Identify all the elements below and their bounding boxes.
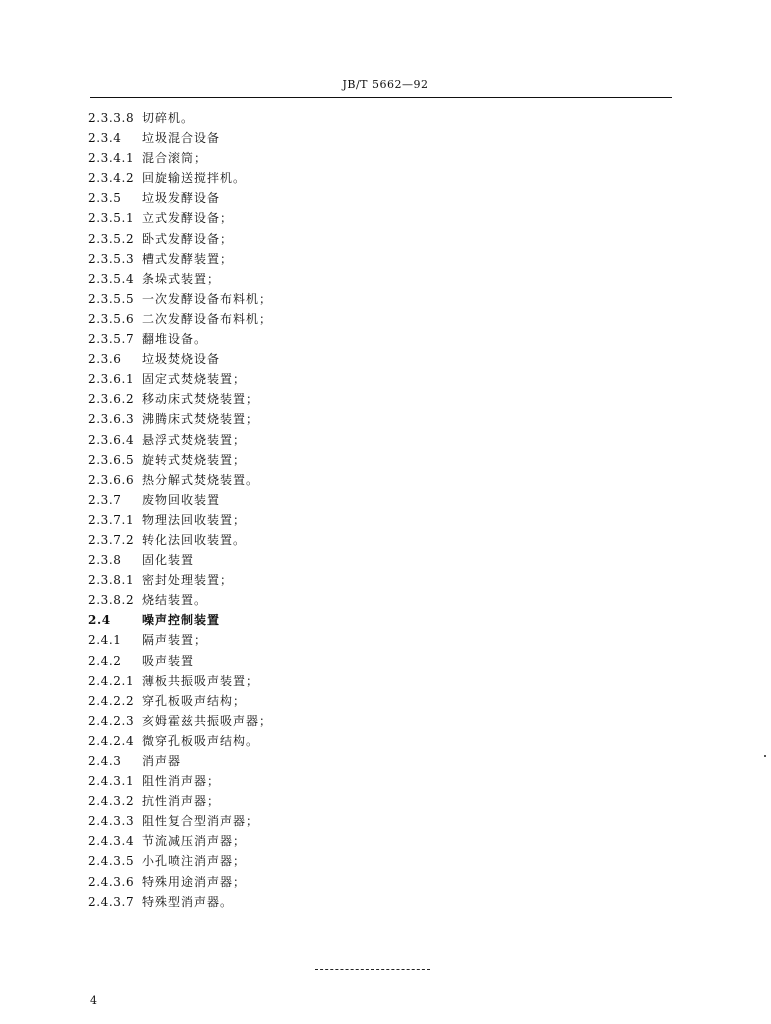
list-item: [88, 229, 688, 249]
list-item: [88, 369, 688, 389]
entry-title: 烧结装置。: [142, 593, 208, 608]
entry-title: 穿孔板吸声结构；: [142, 693, 247, 708]
entry-title: 阻性消声器；: [142, 774, 221, 789]
entry-title: 消声器: [142, 754, 182, 768]
list-item: [88, 550, 688, 570]
entry-number: 2.3.6.4: [88, 432, 135, 447]
entry-title: 立式发酵设备；: [142, 211, 234, 226]
list-item: [88, 831, 688, 851]
entry-title: 卧式发酵设备；: [142, 231, 234, 246]
entry-number: 2.3.5.7: [88, 332, 135, 347]
footer-rule: [315, 969, 430, 970]
entry-title: 二次发酵设备布料机；: [142, 311, 273, 326]
list-item: [88, 309, 688, 329]
entry-title: 物理法回收装置；: [142, 512, 247, 527]
entry-title: 隔声装置；: [142, 633, 208, 648]
header-rule: [90, 97, 672, 98]
entry-number: 2.4.3.7: [88, 894, 135, 909]
entry-number: 2.3.4.1: [88, 151, 135, 166]
entry-number: 2.3.6.3: [88, 412, 135, 427]
entry-number: 2.3.6: [88, 352, 122, 367]
entry-number: 2.3.5.5: [88, 291, 135, 306]
list-item: [88, 349, 688, 369]
list-item: [88, 430, 688, 450]
entry-number: 2.3.3.8: [88, 111, 135, 125]
list-item: [88, 208, 688, 228]
entry-number: 2.3.8.2: [88, 593, 135, 608]
entry-number: 2.3.6.6: [88, 472, 135, 487]
list-item: [88, 731, 688, 751]
entry-number: 2.4.2.1: [88, 673, 135, 688]
entry-title: 薄板共振吸声装置；: [142, 673, 260, 688]
list-item: [88, 249, 688, 269]
entry-number: 2.4.3.3: [88, 814, 135, 829]
entry-title: 槽式发酵装置；: [142, 251, 234, 266]
entry-title: 旋转式焚烧装置；: [142, 452, 247, 467]
entry-title: 沸腾床式焚烧装置；: [142, 412, 260, 427]
list-item: [88, 630, 688, 650]
entry-title: 废物回收装置: [142, 492, 221, 507]
entry-title: 吸声装置: [142, 653, 195, 668]
entry-number: 2.4.1: [88, 633, 122, 648]
entry-title: 条垛式装置；: [142, 271, 221, 286]
entry-number: 2.3.6.2: [88, 392, 135, 407]
list-item: [88, 329, 688, 349]
list-item: [88, 711, 688, 731]
entry-number: 2.4.3.5: [88, 854, 135, 869]
entry-title: 特殊用途消声器；: [142, 874, 247, 889]
entry-title: 热分解式焚烧装置。: [142, 472, 260, 487]
list-item: [88, 851, 688, 871]
list-item: [88, 188, 688, 208]
entry-number: 2.4.2.3: [88, 713, 135, 728]
list-item: [88, 470, 688, 490]
classification-list: [88, 108, 688, 912]
page-number: 4: [90, 994, 97, 1007]
entry-title: 亥姆霍兹共振吸声器；: [142, 713, 273, 728]
list-item: [88, 570, 688, 590]
list-item: [88, 510, 688, 530]
entry-number: 2.3.8.1: [88, 573, 135, 588]
list-item: [88, 872, 688, 892]
list-item: [88, 530, 688, 550]
list-item: [88, 811, 688, 831]
entry-title: 移动床式焚烧装置；: [142, 392, 260, 407]
entry-number: 2.4.2: [88, 653, 122, 668]
entry-title: 转化法回收装置。: [142, 532, 247, 547]
entry-title: 特殊型消声器。: [142, 894, 234, 909]
standard-number-header: JB/T 5662—92: [342, 78, 429, 91]
entry-number: 2.3.4: [88, 131, 122, 146]
list-item: [88, 691, 688, 711]
entry-title: 微穿孔板吸声结构。: [142, 733, 260, 748]
entry-number: 2.3.7.2: [88, 532, 135, 547]
entry-title: 一次发酵设备布料机；: [142, 291, 273, 306]
list-item: [88, 490, 688, 510]
entry-title: 小孔喷注消声器；: [142, 854, 247, 869]
entry-title: 固定式焚烧装置；: [142, 372, 247, 387]
list-item: [88, 651, 688, 671]
list-item: [88, 892, 688, 912]
entry-title: 抗性消声器；: [142, 794, 221, 809]
entry-title: 固化装置: [142, 553, 195, 568]
entry-number: 2.3.7: [88, 492, 122, 507]
entry-number: 2.3.7.1: [88, 512, 135, 527]
list-item: [88, 751, 688, 771]
entry-number: 2.4.3.4: [88, 834, 135, 849]
list-item: [88, 289, 688, 309]
list-item: [88, 671, 688, 691]
entry-number: 2.4.3.6: [88, 874, 135, 889]
entry-title: 回旋输送搅拌机。: [142, 171, 247, 186]
entry-number: 2.3.5.4: [88, 271, 135, 286]
entry-number: 2.3.5.2: [88, 231, 135, 246]
entry-title: 切碎机。: [142, 111, 195, 125]
list-item: [88, 791, 688, 811]
list-item: [88, 108, 688, 128]
entry-title: 混合滚筒；: [142, 151, 208, 166]
entry-number: 2.4.3: [88, 754, 122, 768]
entry-title: 密封处理装置；: [142, 573, 234, 588]
list-item: [88, 590, 688, 610]
list-item: [88, 409, 688, 429]
scan-speck: [764, 755, 766, 757]
list-item: [88, 389, 688, 409]
entry-number: 2.4.2.2: [88, 693, 135, 708]
entry-title: 垃圾焚烧设备: [142, 352, 221, 367]
entry-number: 2.3.5.1: [88, 211, 135, 226]
entry-title: 噪声控制装置: [142, 613, 221, 628]
list-item: [88, 148, 688, 168]
list-item: [88, 450, 688, 470]
entry-number: 2.3.8: [88, 553, 122, 568]
list-item: [88, 269, 688, 289]
list-item: [88, 771, 688, 791]
list-item: [88, 610, 688, 630]
entry-number: 2.4: [88, 613, 111, 628]
entry-title: 垃圾混合设备: [142, 131, 221, 146]
entry-number: 2.3.5: [88, 191, 122, 206]
list-item: [88, 168, 688, 188]
entry-number: 2.3.6.5: [88, 452, 135, 467]
entry-number: 2.3.5.3: [88, 251, 135, 266]
entry-title: 阻性复合型消声器；: [142, 814, 260, 829]
entry-number: 2.4.3.2: [88, 794, 135, 809]
entry-number: 2.3.4.2: [88, 171, 135, 186]
entry-number: 2.4.2.4: [88, 733, 135, 748]
entry-title: 悬浮式焚烧装置；: [142, 432, 247, 447]
entry-title: 翻堆设备。: [142, 332, 208, 347]
entry-number: 2.4.3.1: [88, 774, 135, 789]
entry-title: 垃圾发酵设备: [142, 191, 221, 206]
list-item: [88, 128, 688, 148]
entry-number: 2.3.5.6: [88, 311, 135, 326]
entry-number: 2.3.6.1: [88, 372, 135, 387]
entry-title: 节流减压消声器；: [142, 834, 247, 849]
